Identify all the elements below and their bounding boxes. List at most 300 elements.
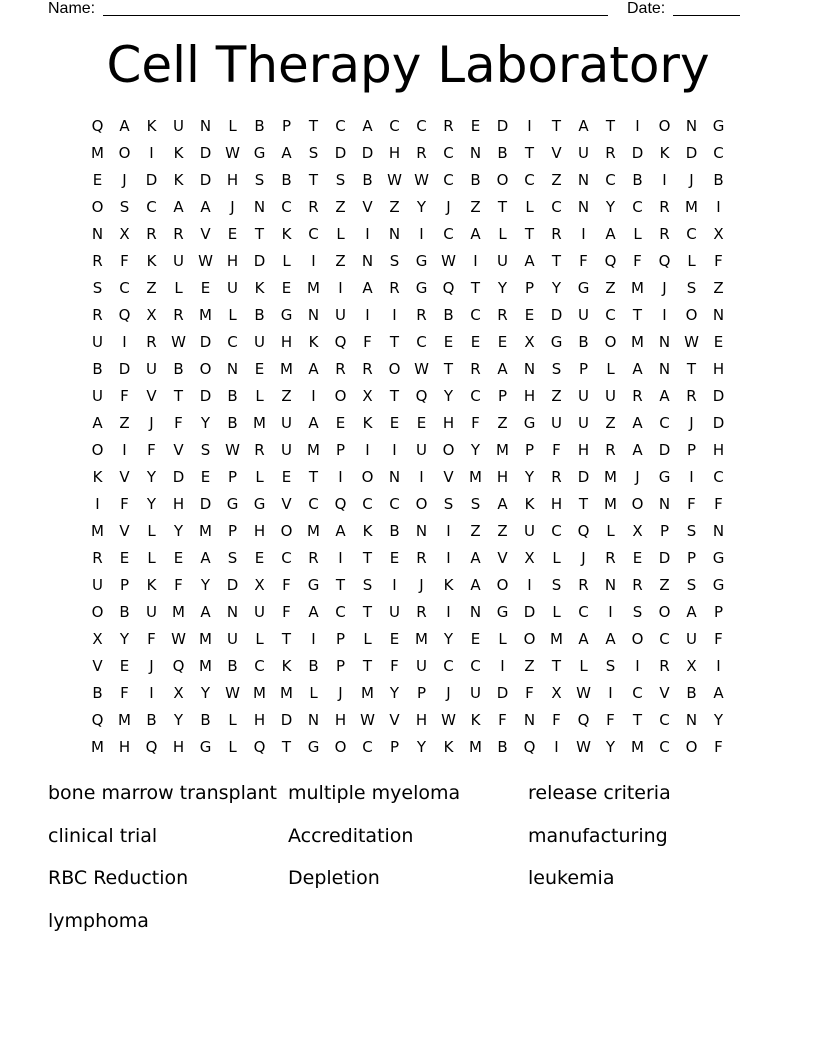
- grid-cell: M: [415, 630, 428, 648]
- grid-cell: X: [254, 576, 265, 594]
- grid-cell: C: [443, 144, 454, 162]
- grid-cell: C: [605, 306, 616, 324]
- grid-cell: N: [685, 117, 698, 135]
- grid-row: [84, 707, 732, 734]
- grid-cell: U: [254, 333, 265, 351]
- grid-cell: R: [686, 387, 697, 405]
- grid-cell: K: [173, 144, 184, 162]
- grid-cell: T: [470, 279, 481, 297]
- grid-cell: D: [145, 171, 158, 189]
- grid-cell: Z: [389, 198, 400, 216]
- grid-cell: Z: [659, 576, 670, 594]
- grid-cell: H: [253, 522, 266, 540]
- grid-cell: L: [309, 684, 318, 702]
- grid-cell: F: [552, 441, 561, 459]
- grid-cell: P: [227, 468, 238, 486]
- grid-cell: P: [227, 522, 238, 540]
- grid-cell: G: [253, 144, 266, 162]
- grid-cell: E: [254, 360, 265, 378]
- grid-cell: H: [226, 171, 239, 189]
- grid-cell: R: [308, 198, 319, 216]
- grid-cell: T: [632, 711, 643, 729]
- grid-cell: G: [712, 576, 725, 594]
- grid-cell: Y: [416, 198, 427, 216]
- grid-cell: A: [200, 549, 211, 567]
- grid-cell: R: [173, 225, 184, 243]
- grid-cell: Q: [577, 522, 590, 540]
- grid-cell: O: [523, 630, 536, 648]
- grid-cell: J: [149, 414, 154, 432]
- grid-cell: L: [228, 738, 237, 756]
- grid-cell: T: [686, 360, 697, 378]
- grid-cell: H: [523, 387, 536, 405]
- grid-row: [84, 437, 732, 464]
- grid-cell: T: [551, 252, 562, 270]
- grid-cell: C: [335, 603, 346, 621]
- grid-cell: M: [91, 522, 104, 540]
- grid-cell: B: [578, 333, 589, 351]
- grid-cell: U: [605, 387, 616, 405]
- grid-cell: C: [362, 495, 373, 513]
- grid-cell: J: [689, 414, 694, 432]
- grid-cell: U: [146, 360, 157, 378]
- grid-cell: J: [581, 549, 586, 567]
- grid-cell: E: [92, 171, 103, 189]
- grid-cell: H: [712, 441, 725, 459]
- grid-cell: O: [334, 387, 347, 405]
- word-row: [48, 908, 768, 951]
- grid-cell: H: [415, 711, 428, 729]
- grid-cell: C: [389, 117, 400, 135]
- grid-cell: Y: [146, 468, 157, 486]
- grid-cell: C: [524, 171, 535, 189]
- grid-cell: A: [281, 144, 292, 162]
- grid-cell: P: [497, 387, 508, 405]
- grid-cell: N: [415, 522, 428, 540]
- grid-cell: M: [631, 279, 644, 297]
- grid-cell: L: [147, 522, 156, 540]
- grid-cell: D: [226, 576, 239, 594]
- grid-row: [84, 140, 732, 167]
- word-row: [48, 865, 768, 908]
- grid-cell: Z: [551, 171, 562, 189]
- grid-cell: M: [280, 684, 293, 702]
- grid-cell: R: [92, 252, 103, 270]
- grid-cell: C: [470, 657, 481, 675]
- grid-cell: W: [225, 441, 240, 459]
- grid-cell: F: [714, 495, 723, 513]
- grid-row: [84, 221, 732, 248]
- grid-cell: O: [658, 117, 671, 135]
- grid-cell: M: [550, 630, 563, 648]
- grid-cell: R: [497, 306, 508, 324]
- grid-cell: Q: [334, 495, 347, 513]
- grid-cell: T: [389, 333, 400, 351]
- grid-cell: Q: [172, 657, 185, 675]
- grid-cell: W: [414, 171, 429, 189]
- grid-cell: I: [149, 144, 154, 162]
- grid-cell: Q: [334, 333, 347, 351]
- grid-cell: I: [338, 468, 343, 486]
- grid-cell: Z: [281, 387, 292, 405]
- grid-cell: K: [146, 252, 157, 270]
- grid-cell: Y: [605, 738, 616, 756]
- grid-cell: I: [662, 306, 667, 324]
- grid-cell: M: [199, 657, 212, 675]
- grid-cell: W: [171, 333, 186, 351]
- grid-cell: S: [200, 441, 211, 459]
- grid-cell: I: [608, 603, 613, 621]
- grid-cell: D: [496, 684, 509, 702]
- grid-cell: N: [91, 225, 104, 243]
- grid-cell: X: [119, 225, 130, 243]
- grid-cell: C: [470, 306, 481, 324]
- grid-cell: O: [604, 333, 617, 351]
- grid-cell: O: [361, 468, 374, 486]
- grid-cell: D: [199, 387, 212, 405]
- date-blank-line: [673, 15, 740, 16]
- grid-cell: L: [363, 630, 372, 648]
- word-bank-item: release criteria: [528, 782, 671, 804]
- grid-cell: C: [470, 387, 481, 405]
- grid-cell: U: [578, 144, 589, 162]
- grid-cell: D: [199, 333, 212, 351]
- grid-cell: A: [632, 441, 643, 459]
- grid-cell: X: [686, 657, 697, 675]
- grid-cell: B: [713, 171, 724, 189]
- grid-cell: E: [281, 468, 292, 486]
- grid-cell: E: [119, 657, 130, 675]
- grid-cell: A: [308, 360, 319, 378]
- grid-cell: Z: [605, 414, 616, 432]
- grid-cell: F: [687, 495, 696, 513]
- grid-cell: I: [527, 576, 532, 594]
- grid-cell: N: [523, 360, 536, 378]
- grid-cell: H: [226, 252, 239, 270]
- grid-cell: A: [173, 198, 184, 216]
- grid-cell: I: [527, 117, 532, 135]
- grid-cell: A: [632, 414, 643, 432]
- grid-cell: B: [227, 414, 238, 432]
- grid-cell: A: [659, 387, 670, 405]
- grid-cell: A: [92, 414, 103, 432]
- grid-cell: U: [146, 603, 157, 621]
- grid-cell: S: [254, 171, 265, 189]
- grid-cell: K: [146, 117, 157, 135]
- grid-cell: A: [578, 117, 589, 135]
- grid-cell: M: [280, 360, 293, 378]
- grid-cell: J: [689, 171, 694, 189]
- grid-cell: A: [470, 549, 481, 567]
- grid-cell: N: [577, 198, 590, 216]
- grid-cell: O: [631, 630, 644, 648]
- grid-cell: H: [550, 495, 563, 513]
- grid-cell: M: [91, 738, 104, 756]
- grid-cell: W: [198, 252, 213, 270]
- grid-cell: N: [685, 711, 698, 729]
- grid-cell: M: [604, 495, 617, 513]
- grid-cell: O: [388, 360, 401, 378]
- grid-cell: W: [576, 738, 591, 756]
- grid-cell: E: [389, 630, 400, 648]
- grid-cell: Q: [118, 306, 131, 324]
- grid-cell: I: [365, 306, 370, 324]
- grid-cell: C: [254, 657, 265, 675]
- grid-cell: Z: [605, 279, 616, 297]
- grid-cell: U: [227, 279, 238, 297]
- grid-cell: A: [605, 225, 616, 243]
- grid-cell: L: [255, 630, 264, 648]
- grid-cell: J: [446, 198, 451, 216]
- grid-row: [84, 518, 732, 545]
- grid-cell: G: [253, 495, 266, 513]
- grid-cell: L: [255, 468, 264, 486]
- grid-cell: M: [253, 414, 266, 432]
- grid-cell: Q: [91, 711, 104, 729]
- grid-cell: R: [659, 657, 670, 675]
- grid-cell: S: [227, 549, 238, 567]
- grid-cell: Y: [470, 441, 481, 459]
- page-title: Cell Therapy Laboratory: [106, 36, 710, 94]
- grid-cell: U: [92, 387, 103, 405]
- grid-cell: S: [470, 495, 481, 513]
- grid-cell: R: [92, 549, 103, 567]
- grid-cell: Q: [91, 117, 104, 135]
- grid-cell: J: [446, 684, 451, 702]
- grid-cell: U: [416, 657, 427, 675]
- word-bank-item: Accreditation: [288, 824, 414, 847]
- grid-cell: E: [227, 225, 238, 243]
- grid-cell: P: [335, 441, 346, 459]
- grid-cell: Y: [524, 468, 535, 486]
- grid-cell: A: [632, 360, 643, 378]
- grid-cell: Y: [200, 576, 211, 594]
- grid-cell: O: [91, 603, 104, 621]
- grid-cell: I: [446, 603, 451, 621]
- grid-cell: K: [308, 333, 319, 351]
- grid-cell: X: [524, 333, 535, 351]
- grid-row: [84, 194, 732, 221]
- grid-cell: I: [392, 576, 397, 594]
- grid-cell: I: [608, 684, 613, 702]
- grid-cell: L: [525, 198, 534, 216]
- grid-cell: Z: [713, 279, 724, 297]
- grid-cell: Z: [551, 387, 562, 405]
- grid-cell: C: [443, 225, 454, 243]
- grid-cell: I: [500, 657, 505, 675]
- grid-cell: Y: [416, 738, 427, 756]
- grid-cell: F: [120, 252, 129, 270]
- name-blank-line: [103, 15, 608, 16]
- grid-cell: C: [578, 603, 589, 621]
- grid-cell: B: [497, 738, 508, 756]
- grid-cell: T: [173, 387, 184, 405]
- grid-cell: V: [659, 684, 670, 702]
- grid-cell: R: [443, 117, 454, 135]
- grid-cell: U: [281, 441, 292, 459]
- grid-cell: R: [335, 360, 346, 378]
- grid-cell: M: [361, 684, 374, 702]
- grid-cell: V: [146, 387, 157, 405]
- grid-cell: C: [146, 198, 157, 216]
- grid-cell: W: [171, 630, 186, 648]
- grid-cell: O: [496, 576, 509, 594]
- grid-cell: W: [684, 333, 699, 351]
- grid-cell: N: [307, 306, 320, 324]
- grid-cell: G: [280, 306, 293, 324]
- grid-cell: W: [225, 684, 240, 702]
- grid-cell: U: [254, 603, 265, 621]
- grid-cell: A: [578, 630, 589, 648]
- grid-cell: R: [146, 333, 157, 351]
- grid-row: [84, 275, 732, 302]
- grid-cell: M: [604, 468, 617, 486]
- grid-cell: A: [605, 630, 616, 648]
- grid-cell: I: [122, 441, 127, 459]
- grid-cell: Q: [577, 711, 590, 729]
- grid-cell: F: [525, 684, 534, 702]
- grid-cell: N: [388, 468, 401, 486]
- grid-cell: V: [551, 144, 562, 162]
- grid-cell: L: [633, 225, 642, 243]
- grid-cell: S: [362, 576, 373, 594]
- grid-row: [84, 545, 732, 572]
- grid-cell: U: [335, 306, 346, 324]
- grid-cell: L: [228, 711, 237, 729]
- grid-cell: O: [280, 522, 293, 540]
- grid-cell: A: [497, 495, 508, 513]
- grid-cell: F: [120, 495, 129, 513]
- grid-cell: C: [632, 684, 643, 702]
- grid-cell: T: [551, 657, 562, 675]
- grid-cell: J: [419, 576, 424, 594]
- grid-cell: F: [390, 657, 399, 675]
- grid-cell: D: [685, 144, 698, 162]
- grid-cell: R: [551, 468, 562, 486]
- grid-cell: B: [443, 306, 454, 324]
- grid-cell: U: [497, 252, 508, 270]
- grid-cell: S: [551, 576, 562, 594]
- word-row: [48, 823, 768, 866]
- grid-cell: N: [658, 495, 671, 513]
- grid-cell: A: [362, 279, 373, 297]
- grid-cell: D: [334, 144, 347, 162]
- grid-cell: T: [308, 468, 319, 486]
- grid-cell: V: [119, 468, 130, 486]
- grid-cell: N: [388, 225, 401, 243]
- grid-cell: H: [577, 441, 590, 459]
- grid-cell: N: [253, 198, 266, 216]
- grid-cell: C: [632, 198, 643, 216]
- grid-cell: O: [415, 495, 428, 513]
- grid-cell: B: [686, 684, 697, 702]
- grid-cell: E: [389, 549, 400, 567]
- grid-cell: U: [173, 252, 184, 270]
- grid-cell: I: [338, 549, 343, 567]
- grid-row: [84, 410, 732, 437]
- grid-cell: P: [281, 117, 292, 135]
- grid-cell: K: [362, 522, 373, 540]
- grid-cell: D: [523, 603, 536, 621]
- grid-cell: E: [632, 549, 643, 567]
- grid-cell: B: [470, 171, 481, 189]
- grid-cell: C: [713, 144, 724, 162]
- grid-cell: L: [228, 117, 237, 135]
- grid-cell: F: [147, 630, 156, 648]
- grid-cell: C: [416, 117, 427, 135]
- grid-cell: H: [496, 468, 509, 486]
- grid-cell: C: [443, 657, 454, 675]
- grid-cell: U: [470, 684, 481, 702]
- word-bank-item: clinical trial: [48, 824, 158, 847]
- grid-cell: A: [713, 684, 724, 702]
- grid-cell: L: [498, 225, 507, 243]
- grid-cell: N: [712, 306, 725, 324]
- grid-row: [84, 329, 732, 356]
- grid-cell: F: [174, 414, 183, 432]
- grid-cell: N: [523, 711, 536, 729]
- grid-cell: P: [659, 522, 670, 540]
- grid-cell: M: [307, 441, 320, 459]
- grid-cell: W: [387, 171, 402, 189]
- grid-row: [84, 302, 732, 329]
- grid-cell: G: [415, 252, 428, 270]
- grid-cell: C: [659, 738, 670, 756]
- grid-cell: D: [712, 387, 725, 405]
- grid-cell: M: [199, 522, 212, 540]
- grid-cell: O: [685, 306, 698, 324]
- grid-cell: I: [311, 630, 316, 648]
- grid-cell: P: [686, 549, 697, 567]
- grid-cell: L: [552, 549, 561, 567]
- grid-cell: O: [334, 738, 347, 756]
- grid-cell: J: [230, 198, 235, 216]
- grid-cell: P: [119, 576, 130, 594]
- grid-cell: M: [253, 684, 266, 702]
- grid-cell: C: [713, 468, 724, 486]
- grid-cell: I: [311, 387, 316, 405]
- grid-cell: C: [119, 279, 130, 297]
- grid-cell: K: [470, 711, 481, 729]
- grid-cell: A: [524, 252, 535, 270]
- grid-cell: U: [686, 630, 697, 648]
- grid-cell: S: [686, 576, 697, 594]
- grid-cell: F: [633, 252, 642, 270]
- grid-cell: H: [334, 711, 347, 729]
- grid-cell: Z: [119, 414, 130, 432]
- grid-cell: K: [524, 495, 535, 513]
- grid-cell: T: [497, 198, 508, 216]
- grid-cell: I: [581, 225, 586, 243]
- grid-cell: X: [362, 387, 373, 405]
- grid-cell: M: [631, 333, 644, 351]
- grid-cell: R: [578, 576, 589, 594]
- grid-cell: S: [443, 495, 454, 513]
- grid-cell: I: [365, 441, 370, 459]
- grid-cell: W: [441, 252, 456, 270]
- grid-cell: O: [118, 144, 131, 162]
- grid-cell: I: [122, 333, 127, 351]
- grid-cell: C: [227, 333, 238, 351]
- grid-cell: L: [282, 252, 291, 270]
- grid-cell: V: [389, 711, 400, 729]
- word-bank-item: manufacturing: [528, 824, 668, 847]
- grid-cell: A: [686, 603, 697, 621]
- grid-cell: O: [199, 360, 212, 378]
- grid-cell: G: [307, 576, 320, 594]
- grid-cell: Z: [470, 198, 481, 216]
- grid-cell: E: [713, 333, 724, 351]
